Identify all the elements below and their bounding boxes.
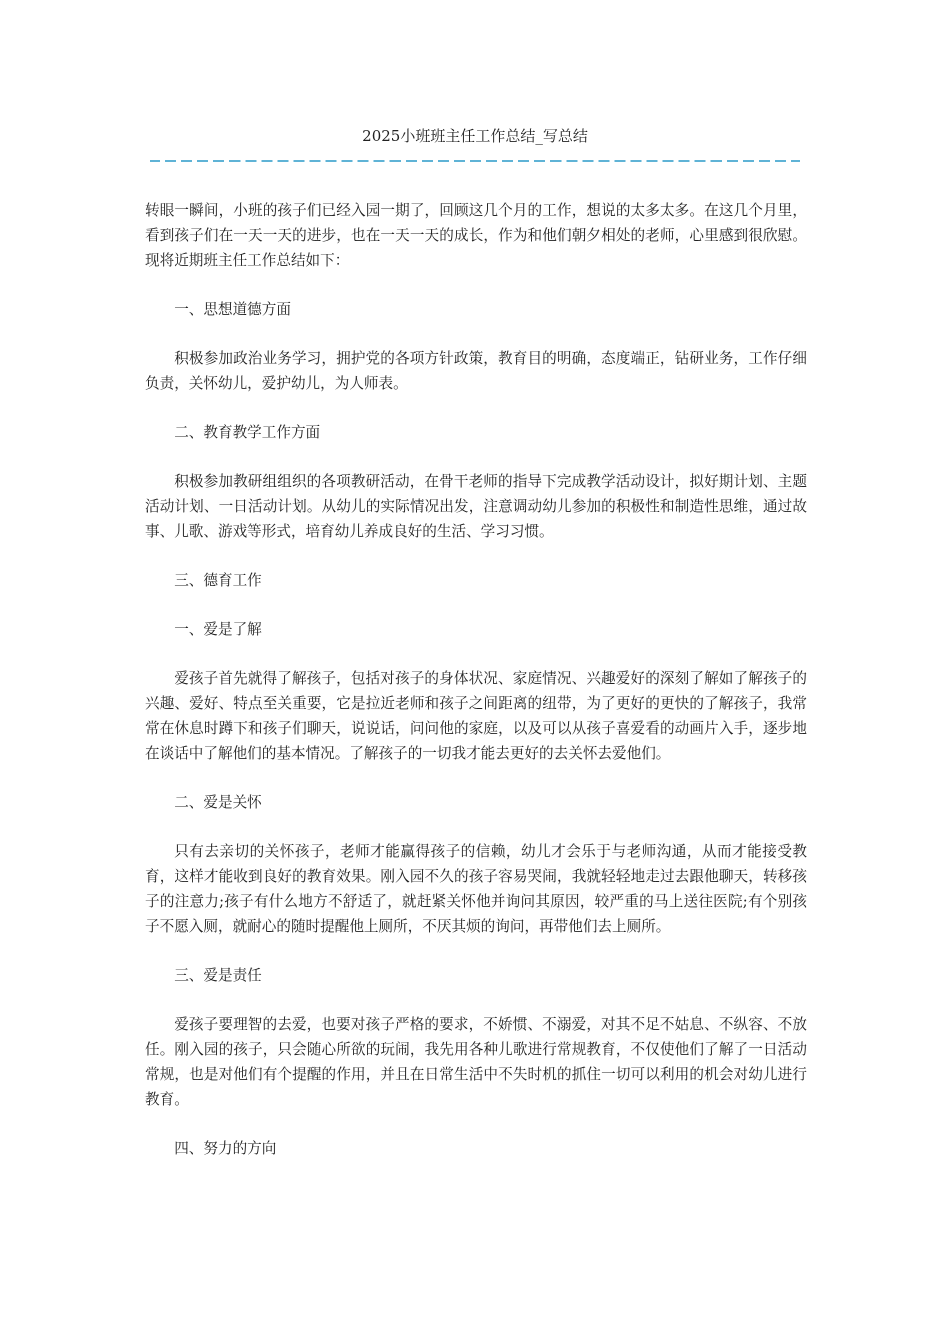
intro-paragraph: 转眼一瞬间，小班的孩子们已经入园一期了，回顾这几个月的工作，想说的太多太多。在这几个月里，看到孩子们在一天一天的进步，也在一天一天的成长，作为和他们朝夕相处的老师，心里感到很欣慰。现将近期班主任工作总结如下： <box>145 202 807 269</box>
section-heading: 一、思想道德方面 <box>174 301 291 318</box>
subsection-heading: 三、爱是责任 <box>174 967 262 984</box>
section-heading: 三、德育工作 <box>174 572 262 589</box>
body-paragraph: 积极参加教研组组织的各项教研活动，在骨干老师的指导下完成教学活动设计，拟好期计划、主题活动计划、一日活动计划。从幼儿的实际情况出发，注意调动幼儿参加的积极性和制造性思维，通过故事、儿歌、游戏等形式，培育幼儿养成良好的生活、学习习惯。 <box>145 473 807 540</box>
document-body <box>145 198 807 1161</box>
section-heading: 二、教育教学工作方面 <box>174 424 321 441</box>
document-title: 2025小班班主任工作总结_写总结 <box>362 127 588 145</box>
subsection-heading: 二、爱是关怀 <box>174 794 262 811</box>
body-paragraph: 积极参加政治业务学习，拥护党的各项方针政策，教育目的明确，态度端正，钻研业务，工作仔细负责，关怀幼儿，爱护幼儿，为人师表。 <box>145 350 807 392</box>
body-paragraph: 爱孩子要理智的去爱，也要对孩子严格的要求，不娇惯、不溺爱，对其不足不姑息、不纵容、不放任。刚入园的孩子，只会随心所欲的玩闹，我先用各种儿歌进行常规教育，不仅使他们了解了一日活动常规，也是对他们有个提醒的作用，并且在日常生活中不失时机的抓住一切可以利用的机会对幼儿进行教育。 <box>145 1016 807 1108</box>
subsection-heading: 一、爱是了解 <box>174 621 262 638</box>
body-paragraph: 爱孩子首先就得了解孩子，包括对孩子的身体状况、家庭情况、兴趣爱好的深刻了解如了解孩子的兴趣、爱好、特点至关重要，它是拉近老师和孩子之间距离的纽带，为了更好的更快的了解孩子，我常常在休息时蹲下和孩子们聊天，说说话，问问他的家庭，以及可以从孩子喜爱看的动画片入手，逐步地在谈话中了解他们的基本情况。了解孩子的一切我才能去更好的去关怀去爱他们。 <box>145 670 807 762</box>
title-divider <box>150 160 800 162</box>
body-paragraph: 只有去亲切的关怀孩子，老师才能赢得孩子的信赖，幼儿才会乐于与老师沟通，从而才能接受教育，这样才能收到良好的教育效果。刚入园不久的孩子容易哭闹，我就轻轻地走过去跟他聊天，转移孩子的注意力;孩子有什么地方不舒适了，就赶紧关怀他并询问其原因，较严重的马上送往医院;有个别孩子不愿入厕，就耐心的随时提醒他上厕所，不厌其烦的询问，再带他们去上厕所。 <box>145 843 807 935</box>
subsection-heading: 四、努力的方向 <box>174 1140 277 1157</box>
